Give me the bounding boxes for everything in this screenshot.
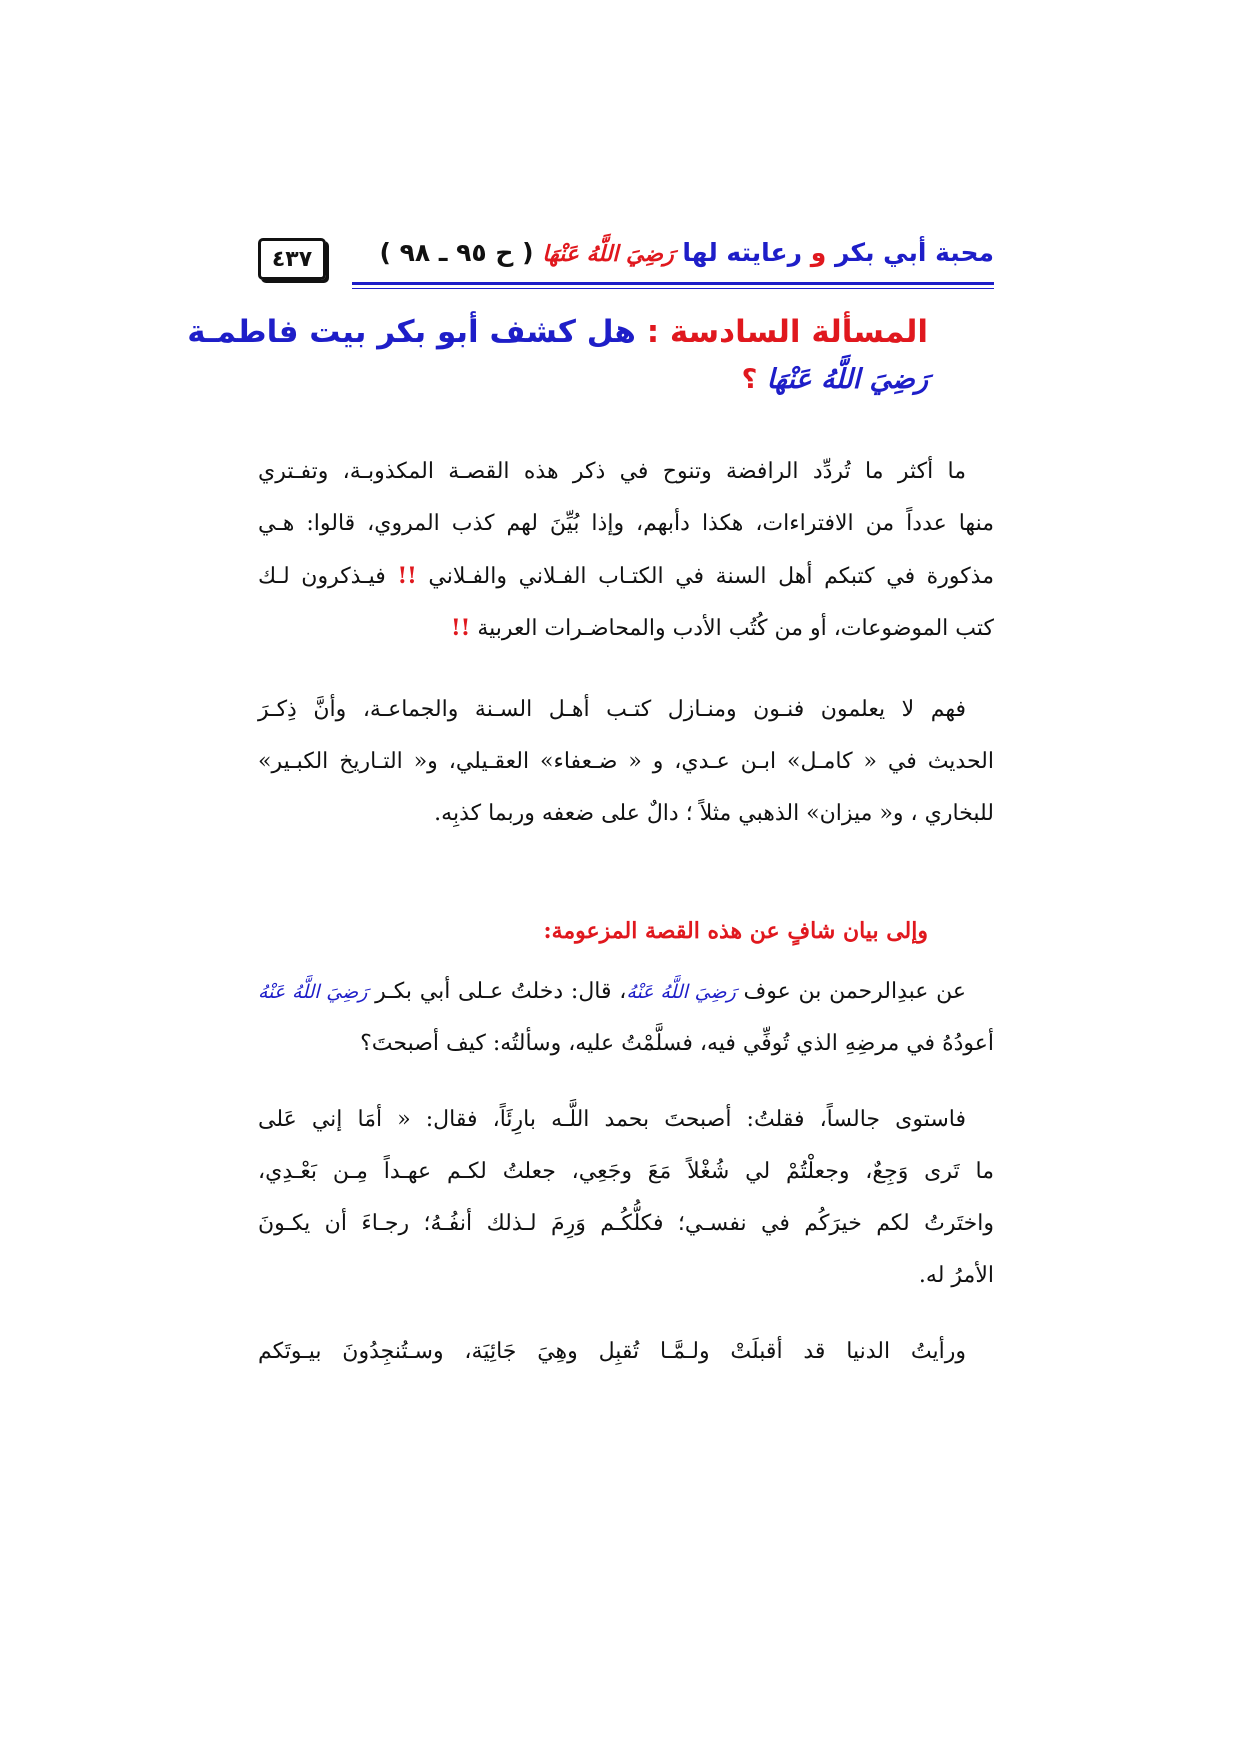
text-run: عن عبدِالرحمن بن عوف <box>743 979 966 1004</box>
paragraph-line: فهم لا يعلمون فنـون ومنـازل كتـب أهـل السـنة والجماعـة، وأنَّ ذِكـرَ <box>258 697 966 722</box>
hadith-range: ( ح ٩٥ ـ ٩٨ ) <box>379 238 534 267</box>
paragraph-3 <box>258 966 994 1070</box>
paragraph-line <box>258 550 994 602</box>
paragraph-line: ورأيتُ الدنيا قد أقبلَتْ ولـمَّـا تُقبِل وهِيَ جَائِيَة، وسـتُنجِدُونَ بيـوتَكم <box>258 1339 966 1364</box>
section-heading-text: هل كشف أبو بكر بيت فاطمـة <box>187 314 636 350</box>
text-run: مذكورة في كتبكم أهل السنة في الكتـاب الفـلاني والفـلاني <box>428 564 994 589</box>
paragraph-line: أعودُهُ في مرضِهِ الذي تُوفِّي فيه، فسلَّمْتُ عليه، وسألتُه: كيف أصبحتَ؟ <box>360 1031 994 1056</box>
subheading: وإلى بيان شافٍ عن هذه القصة المزعومة: <box>543 918 928 944</box>
heading-question-mark: ؟ <box>741 364 758 395</box>
section-heading-label: المسألة السادسة : <box>646 314 928 350</box>
paragraph-4 <box>258 1094 994 1302</box>
page-number-box <box>258 238 326 280</box>
running-title-part1: محبة أبي بكر <box>835 238 994 267</box>
paragraph-line: منها عدداً من الافتراءات، هكذا دأبهم، وإذا بُيِّنَ لهم كذب المروي، قالوا: هـي <box>258 511 994 536</box>
paragraph-line: فاستوى جالساً، فقلتُ: أصبحتَ بحمد اللَّـه بارِئَاً، فقال: « أمَا إني عَلى <box>258 1107 966 1132</box>
section-heading-line2 <box>742 364 928 395</box>
paragraph-line: واختَرتُ لكم خيرَكُم في نفسـي؛ فكلُّكُـم وَرِمَ لـذلك أنفُـهُ؛ رجـاءَ أن يكـونَ <box>258 1211 994 1236</box>
text-run: كتب الموضوعات، أو من كُتُب الأدب والمحاضـرات العربية <box>477 616 994 641</box>
running-title-part3: رعايته لها <box>682 238 803 267</box>
paragraph-line: للبخاري ، و« ميزان» الذهبي مثلاً ؛ دالٌ على ضعفه وربما كذبِه. <box>434 801 994 826</box>
paragraph-5 <box>258 1326 994 1378</box>
paragraph-line: الأمرُ له. <box>918 1263 994 1288</box>
section-heading <box>187 300 928 364</box>
honorific-calligraphy: رَضِيَ اللَّهُ عَنْهَا <box>542 242 674 267</box>
running-title-part2: و <box>810 238 827 267</box>
header-divider-thin <box>352 288 994 289</box>
paragraph-line <box>258 602 994 654</box>
running-title <box>380 238 995 267</box>
paragraph-line: ما تَرى وَجِعٌ، وجعلْتُمْ لي شُغْلاً مَعَ وجَعِي، جعلتُ لكـم عهـداً مِـن بَعْـدِي، <box>258 1159 994 1184</box>
page-number: ٤٣٧ <box>271 246 313 272</box>
paragraph-line <box>258 966 994 1018</box>
text-run: فيـذكرون لـك <box>258 564 386 589</box>
page-header <box>258 238 994 278</box>
paragraph-line: الحديث في « كامـل» ابـن عـدي، و « ضـعفاء» العقـيلي، و« التـاريخ الكبـير» <box>258 749 994 774</box>
paragraph-1 <box>258 446 994 654</box>
honorific-inline: رَضِيَ اللَّهُ عَنْهُ <box>258 981 368 1003</box>
exclamation-marks: !! <box>450 615 471 641</box>
honorific-inline: رَضِيَ اللَّهُ عَنْهُ <box>626 981 736 1003</box>
text-run: ، قال: دخلتُ عـلى أبي بكـر <box>375 979 627 1004</box>
exclamation-marks: !! <box>397 563 417 589</box>
paragraph-line: ما أكثر ما تُردِّد الرافضة وتنوح في ذكر هذه القصـة المكذوبـة، وتفـتري <box>258 459 966 484</box>
header-divider <box>352 282 994 285</box>
heading-honorific: رَضِيَ اللَّهُ عَنْهَا <box>766 364 928 395</box>
paragraph-2 <box>258 684 994 840</box>
